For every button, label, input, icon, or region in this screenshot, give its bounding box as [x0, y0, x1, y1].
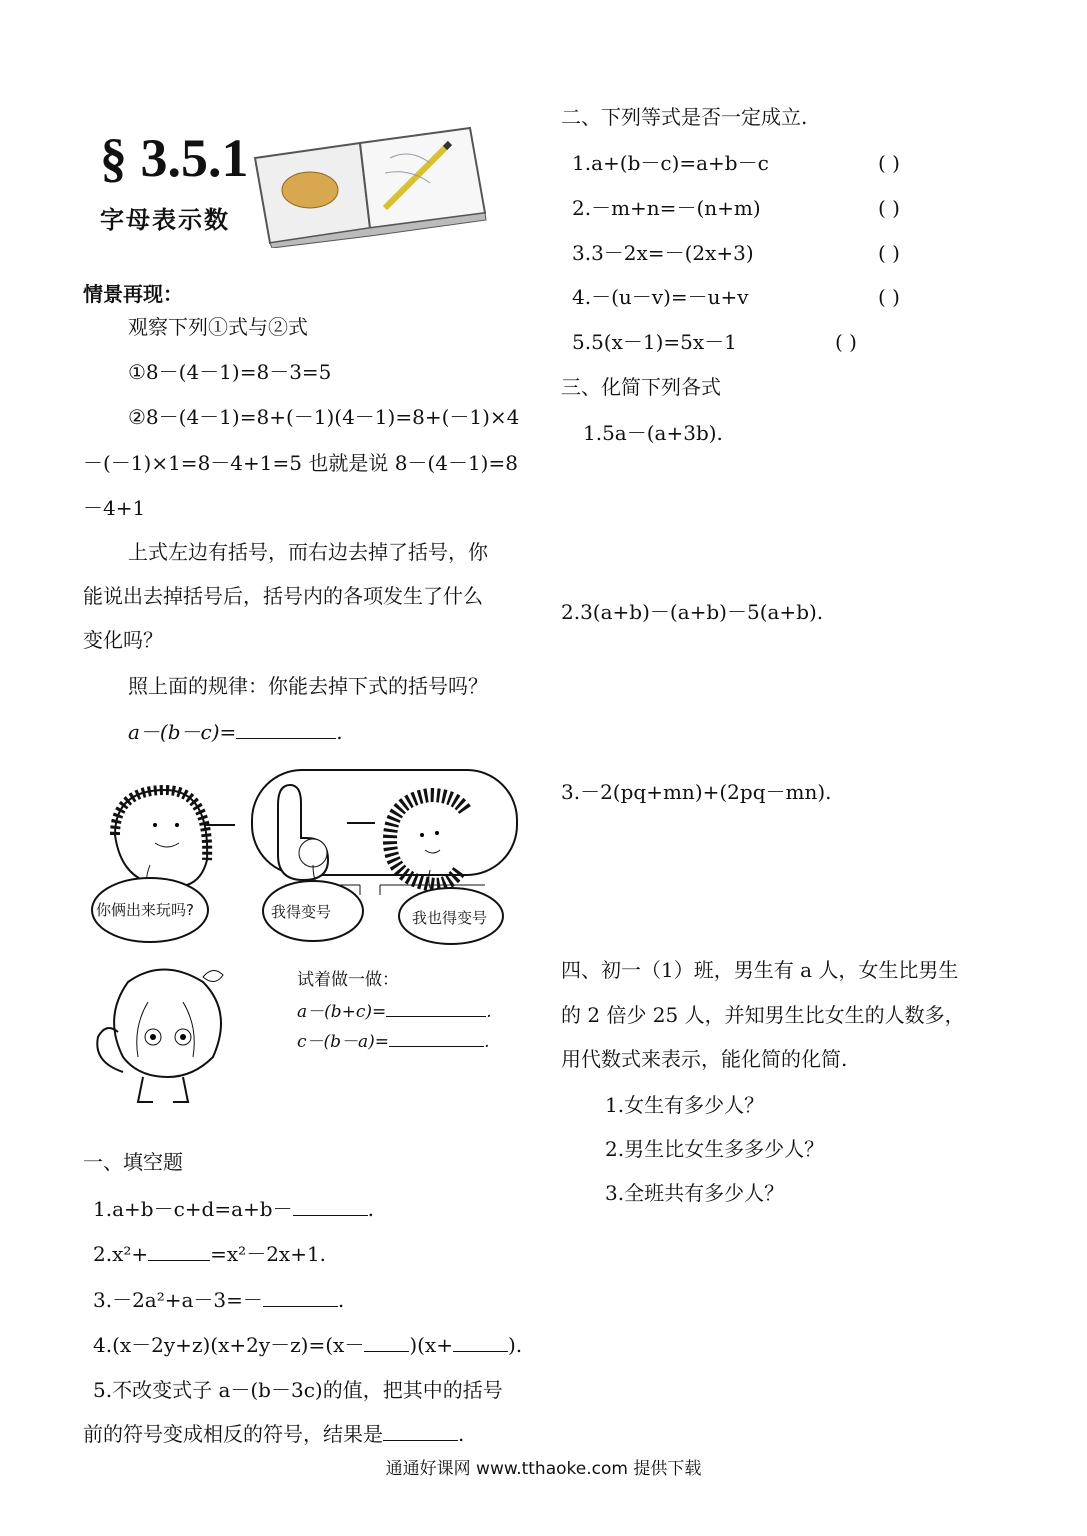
book-illustration [250, 118, 490, 248]
fill-item-4: 4.(x－2y+z)(x+2y－z)=(x－ )(x+ ). [93, 1333, 523, 1357]
simplify-item-1: 1.5a－(a+3b). [583, 421, 723, 445]
bubble-text-1: 你俩出来玩吗? [96, 901, 194, 919]
section4-line: 的 2 倍少 25 人，并知男生比女生的人数多， [561, 1003, 965, 1027]
judge-item-1: 1.a+(b－c)=a+b－c [572, 151, 769, 175]
bubble-text-3: 我也得变号 [412, 909, 488, 927]
section4-line: 四、初一（1）班，男生有 a 人，女生比男生 [561, 958, 959, 982]
answer-paren: ( ) [878, 196, 900, 220]
try-line-2: c－(b－a)= . [297, 1028, 489, 1054]
text-line: －4+1 [83, 496, 146, 520]
monkey-girl-illustration [88, 962, 238, 1112]
answer-paren: ( ) [878, 241, 900, 265]
text-line: ②8－(4－1)=8+(－1)(4－1)=8+(－1)×4 [128, 405, 520, 429]
section2-heading: 二、下列等式是否一定成立. [561, 105, 808, 129]
text-line: a－(b－c)= . [128, 720, 343, 744]
bubble-text-2: 我得变号 [271, 903, 332, 921]
question-item-3: 3.全班共有多少人？ [605, 1181, 785, 1205]
fill-item-2: 2.x²+ =x²－2x+1. [93, 1242, 327, 1266]
text-line: 能说出去掉括号后，括号内的各项发生了什么 [83, 584, 483, 608]
answer-paren: ( ) [835, 330, 857, 354]
section3-heading: 三、化简下列各式 [561, 375, 721, 399]
footer-source: 通通好课网 www.tthaoke.com 提供下载 [385, 1459, 702, 1479]
judge-item-4: 4.－(u－v)=－u+v [572, 285, 749, 309]
try-title: 试着做一做： [297, 970, 399, 990]
text-line: －(－1)×1=8－4+1=5 也就是说 8－(4－1)=8 [83, 451, 518, 475]
section-subtitle: 字母表示数 [100, 206, 230, 234]
fill-item-3: 3.－2a²+a－3=－ . [93, 1288, 345, 1312]
answer-paren: ( ) [878, 151, 900, 175]
try-line-1: a－(b+c)= . [297, 998, 492, 1024]
answer-paren: ( ) [878, 285, 900, 309]
text-line: 上式左边有括号，而右边去掉了括号，你 [128, 540, 488, 564]
judge-item-5: 5.5(x－1)=5x－1 [572, 330, 737, 354]
text-line: 变化吗？ [83, 628, 163, 652]
section-number: § 3.5.1 [100, 128, 249, 188]
simplify-item-2: 2.3(a+b)－(a+b)－5(a+b). [561, 600, 824, 624]
section1-heading: 一、填空题 [83, 1150, 183, 1174]
judge-item-2: 2.－m+n=－(n+m) [572, 196, 761, 220]
question-item-1: 1.女生有多少人？ [605, 1093, 765, 1117]
text-line: 观察下列①式与②式 [128, 315, 308, 339]
section4-line: 用代数式来表示，能化简的化简. [561, 1047, 848, 1071]
fill-item-5: 5.不改变式子 a－(b－3c)的值，把其中的括号 [93, 1378, 503, 1402]
judge-item-3: 3.3－2x=－(2x+3) [572, 241, 754, 265]
scene-heading: 情景再现： [83, 282, 183, 306]
simplify-item-3: 3.－2(pq+mn)+(2pq－mn). [561, 780, 832, 804]
fill-item-5-cont: 前的符号变成相反的符号，结果是 . [83, 1422, 465, 1446]
text-line: 照上面的规律：你能去掉下式的括号吗？ [128, 674, 488, 698]
question-item-2: 2.男生比女生多多少人？ [605, 1137, 825, 1161]
text-line: ①8－(4－1)=8－3=5 [128, 360, 332, 384]
fill-item-1: 1.a+b－c+d=a+b－ . [93, 1197, 374, 1221]
